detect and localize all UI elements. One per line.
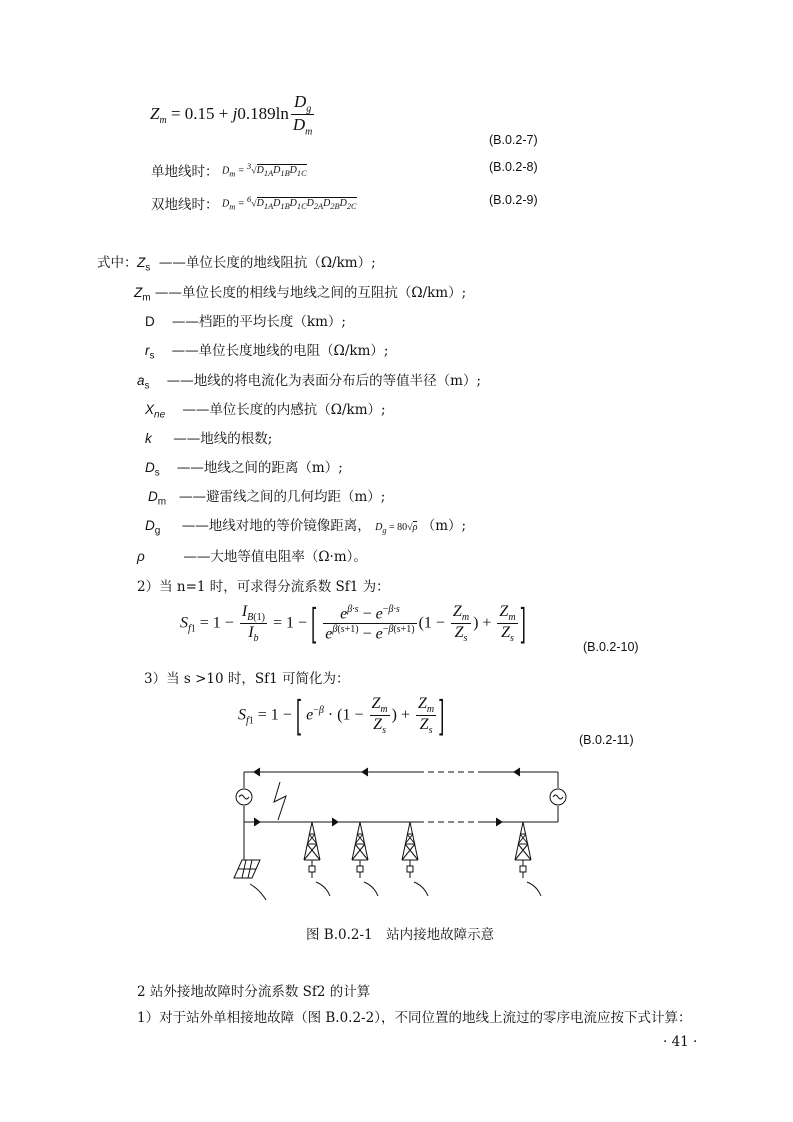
tower-icon: [352, 822, 378, 896]
tower-icon: [304, 822, 330, 896]
equation-dm-single: $D_m = ^3√D_{1A}D_{1B}D_{1C}$: [222, 162, 307, 179]
def-zm: $Z_m$ ——单位长度的相线与地线之间的互阻抗（Ω/km）;: [134, 285, 467, 304]
figure-caption: 图 B.0.2-1 站内接地故障示意: [306, 927, 495, 943]
eq-number-b029: (B.0.2-9): [489, 193, 538, 207]
def-rho: ρ ——大地等值电阻率（Ω·m）。: [137, 549, 367, 565]
equation-dm-double: $D_m = ^6√D_{1A}D_{1B}D_{1C}D_{2A}D_{2B}D_{2C}$: [222, 195, 357, 212]
tower-icon: [402, 822, 428, 896]
line-s10: 3）当 s >10 时，Sf1 可简化为：: [144, 671, 350, 687]
def-dg: $D_g$ ——地线对地的等价镜像距离， $D_g = 80√\rho$ （m）;: [145, 518, 467, 537]
label-single-ground: 单地线时：: [151, 164, 219, 180]
tower-icon: [515, 822, 541, 896]
def-as: $a_s$ ——地线的将电流化为表面分布后的等值半径（m）;: [137, 373, 482, 392]
def-ds: $D_s$ ——地线之间的距离（m）;: [145, 460, 343, 479]
equation-sf1-full: $S_{f1} = 1$ − $\frac{I_{B(1)}}{I_b}$ = 1 − [ $\frac{e^{\beta\cdot s} - e^{-\beta\cdot s}}{e^{\beta(s+1)} - e^{-\beta(s+1)}}$ (1 − $\frac{Z_m}{Z_s}$ ) + $\frac{Z_m}{Z_s}$ ]: [180, 598, 526, 649]
equation-zm: $Z_m = 0.15 + j0.189\ln$ $\frac{D_g}{D_m}$: [150, 92, 313, 138]
def-rs: $r_s$ ——单位长度地线的电阻（Ω/km）;: [145, 343, 389, 362]
eq-number-b028: (B.0.2-8): [489, 160, 538, 174]
dg-formula: $D_g = 80√\rho$: [375, 522, 418, 535]
line-n1: 2）当 n=1 时，可求得分流系数 Sf1 为：: [137, 579, 390, 595]
eq-number-b0210: (B.0.2-10): [583, 640, 639, 654]
paragraph-1: 1）对于站外单相接地故障（图 B.0.2-2），不同位置的地线上流过的零序电流应按下式计算：: [137, 1010, 692, 1026]
label-double-ground: 双地线时：: [151, 197, 219, 213]
def-zs: $Z_s$ ——单位长度的地线阻抗（Ω/km）;: [137, 255, 376, 274]
def-dm: $D_m$ ——避雷线之间的几何均距（m）;: [148, 489, 386, 508]
equation-sf1-simplified: $S_{f1} = 1$ − [ $e^{-\beta} \cdot (1$ − $\frac{Z_m}{Z_s}$ ) + $\frac{Z_m}{Z_s}$ ]: [238, 690, 445, 741]
eq-number-b027: (B.0.2-7): [489, 133, 538, 147]
def-xne: $X_{ne}$ ——单位长度的内感抗（Ω/km）;: [145, 402, 386, 421]
def-k: k ——地线的根数;: [145, 431, 273, 447]
def-d: D ——档距的平均长度（km）;: [145, 314, 346, 330]
where-label: 式中：: [97, 255, 138, 271]
page-number: · 41 ·: [663, 1034, 698, 1050]
figure-station-fault-diagram: [220, 760, 580, 920]
section-heading: 2 站外接地故障时分流系数 Sf2 的计算: [137, 984, 371, 1000]
eq-number-b0211: (B.0.2-11): [579, 733, 634, 747]
